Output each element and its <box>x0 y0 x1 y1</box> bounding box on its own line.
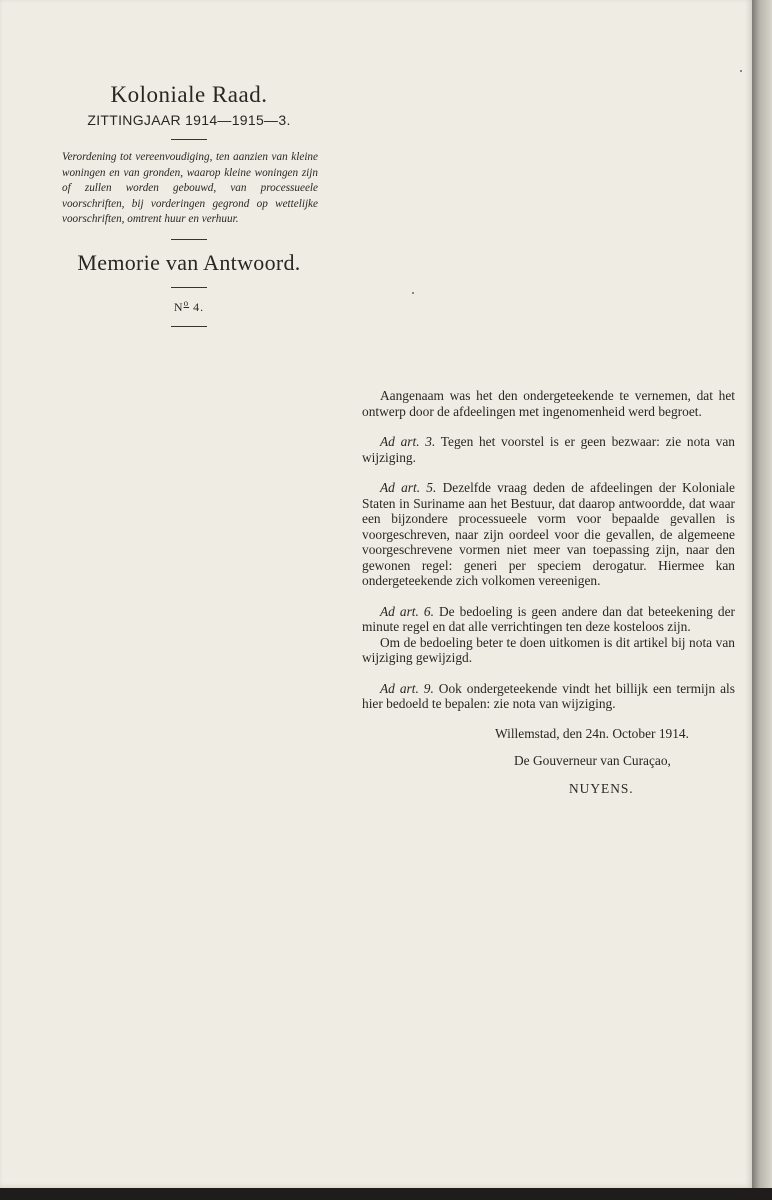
ordinance-subject: Verordening tot vereenvoudiging, ten aanzien van kleine woningen en van gronden, waarop kleine woningen zijn of zullen worden gebouwd, van processueele voorschriften, bij vorderingen gegrond op wettelijke voorschriften, omtrent huur en verhuur. <box>62 151 318 225</box>
article-label: Ad art. 5. <box>380 480 437 495</box>
signature-name: NUYENS. <box>569 781 634 796</box>
article-5-paragraph: Ad art. 5. Dezelfde vraag deden de afdeelingen der Koloniale Staten in Suriname aan het Bestuur, dat daarop antwoordde, dat waar een bijzondere processueele vorm voor bepaalde gevallen is voorgeschreven, naar zijn oordeel voor die gevallen, de algemeene voorgeschrevene vormen niet meer van toepassing zijn, naar den gewonen regel: generi per speciem derogatur. Hiermee kan ondergeteekende zich volkomen vereenigen. <box>362 480 735 588</box>
article-9-paragraph: Ad art. 9. Ook ondergeteekende vindt het billijk een termijn als hier bedoeld te bepalen: zie nota van wijziging. <box>362 680 735 711</box>
book-edge <box>752 0 772 1200</box>
governor-office: De Gouverneur van Curaçao, <box>514 753 671 768</box>
article-label: Ad art. 3. <box>380 434 436 449</box>
session-year: ZITTINGJAAR 1914—1915—3. <box>87 112 291 128</box>
article-label: Ad art. 9. <box>380 680 434 696</box>
paper-speck <box>740 70 742 72</box>
article-6-paragraph: Ad art. 6. De bedoeling is geen andere dan dat beteekening der minute regel en dat alle verrichtingen ten deze kosteloos zijn. <box>362 603 735 634</box>
body-text <box>362 388 735 727</box>
intro-paragraph: Aangenaam was het den ondergeteekende te vernemen, dat het ontwerp door de afdeelingen met ingenomenheid werd begroet. <box>362 388 735 419</box>
scan-border <box>0 1188 772 1200</box>
divider <box>171 239 207 240</box>
place-date: Willemstad, den 24n. October 1914. <box>495 726 689 741</box>
article-label: Ad art. 6. <box>380 603 434 619</box>
divider <box>171 326 207 327</box>
article-6-continuation: Om de bedoeling beter te doen uitkomen is dit artikel bij nota van wijziging gewijzigd. <box>362 634 735 665</box>
memorie-heading: Memorie van Antwoord. <box>77 249 301 275</box>
paper-speck <box>412 292 414 294</box>
divider <box>171 287 207 288</box>
document-number: $N^o$ 4. <box>173 297 205 314</box>
council-title: Koloniale Raad. <box>110 82 268 107</box>
header-block <box>58 82 320 337</box>
article-3-paragraph: Ad art. 3. Tegen het voorstel is er geen bezwaar: zie nota van wijziging. <box>362 434 735 465</box>
divider <box>171 139 207 140</box>
